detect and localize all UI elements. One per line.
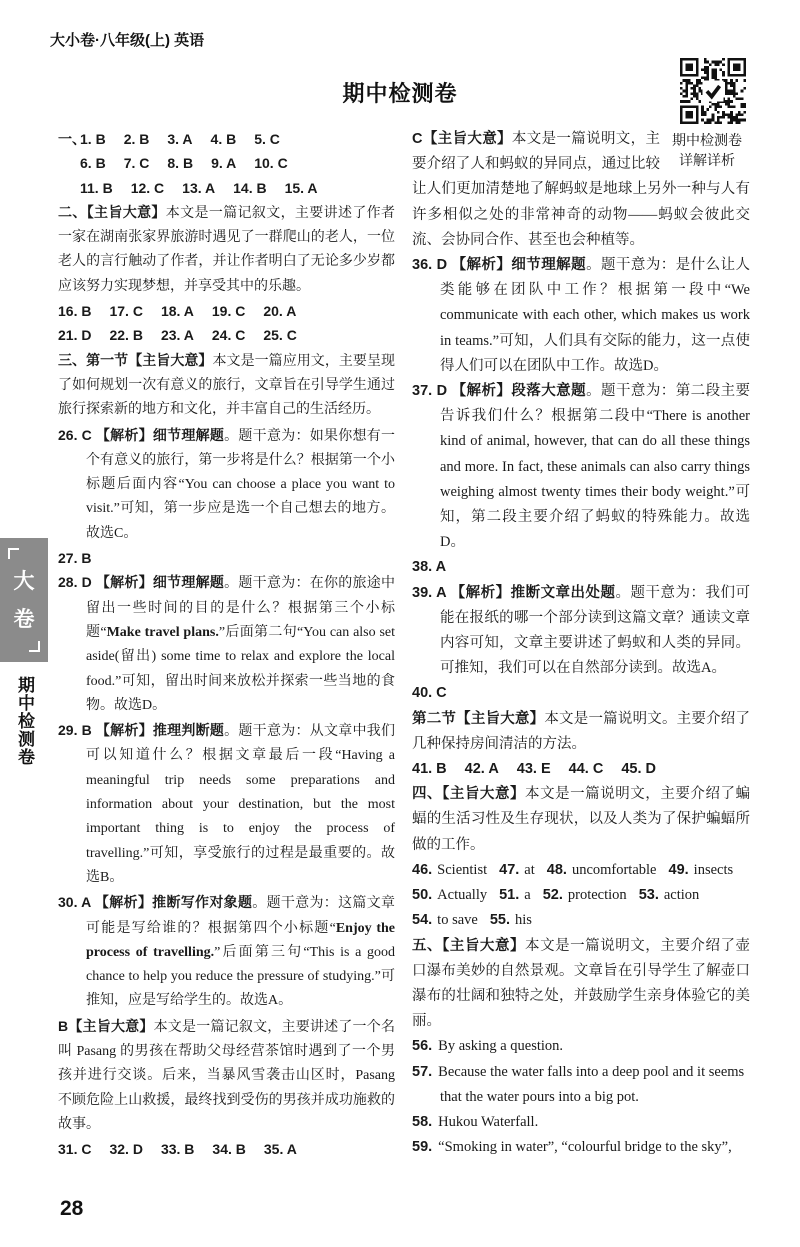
- answer-explanation: [412, 253, 750, 379]
- answer-label: C【主旨大意】: [412, 131, 512, 147]
- right-column: [412, 127, 750, 1160]
- answer-word: to save: [437, 912, 478, 929]
- choice-answer-row: [58, 546, 395, 570]
- choice-answers: [58, 546, 395, 570]
- choice-answer: 11. B: [80, 179, 113, 196]
- choice-answer: 38. A: [412, 559, 447, 576]
- fill-answer: [499, 883, 531, 908]
- question-number: 47.: [499, 861, 520, 878]
- short-answer: [412, 1135, 750, 1160]
- answer-word: action: [663, 887, 700, 904]
- choice-answer: 41. B: [412, 761, 447, 778]
- explanation-text: 。题干意为：这篇文章可能是写给谁的？根据第四个小标题“: [86, 896, 396, 936]
- choice-answer: 2. B: [123, 131, 150, 147]
- choice-answer-row: [58, 127, 395, 151]
- page-number: 28: [60, 1197, 84, 1220]
- choice-answer: 42. A: [464, 761, 499, 778]
- question-number: 57.: [412, 1063, 433, 1080]
- choice-answer: 15. A: [284, 179, 318, 196]
- answer-text: “Smoking in water”, “colourful bridge to the sky”,: [438, 1139, 732, 1156]
- answer-word: his: [515, 912, 532, 929]
- passage-summary: [58, 348, 395, 423]
- passage-summary: [412, 934, 750, 1035]
- question-number: 56.: [412, 1038, 433, 1055]
- choice-answer: 34. B: [212, 1141, 246, 1158]
- answer-word: protection: [567, 887, 627, 904]
- qr-caption: [664, 127, 750, 177]
- choice-answer-row: [58, 176, 395, 200]
- answer-label: 39. A 【解析】推断文章出处题: [412, 584, 616, 601]
- question-number: 48.: [546, 861, 567, 878]
- side-tab-label: 期中检测卷: [15, 676, 34, 766]
- choice-answer: 43. E: [516, 761, 551, 778]
- explanation-text: 。题干意为：我们可能在报纸的哪一个部分读到这篇文章？通读文章内容可知，文章主要讲述了蚂蚁和人类的异同。可推知，我们可以在自然部分读到。故选A。: [440, 584, 751, 677]
- fill-answer: [639, 883, 700, 908]
- answer-label: 26. C 【解析】细节理解题: [58, 426, 225, 443]
- choice-answer-row: [58, 323, 395, 347]
- choice-answer: 17. C: [109, 303, 143, 320]
- choice-answers: [58, 1137, 395, 1161]
- passage-summary: [412, 782, 750, 858]
- explanation-text: 本文是一篇记叙文，主要讲述了一个名叫 Pasang 的男孩在帮助父母经营茶馆时遇到了一个男孩并进行交谈。后来，当暴风雪袭击山区时，Pasang 不顾危险上山救援，最终找到受伤的男孩并成功施救的故事。: [58, 1019, 395, 1132]
- choice-answer: 31. C: [58, 1141, 92, 1158]
- answer-word: uncomfortable: [571, 861, 657, 878]
- choice-answer: 4. B: [210, 131, 237, 147]
- choice-answer: 16. B: [58, 303, 92, 320]
- fill-answer: [499, 858, 535, 883]
- choice-answer: 13. A: [182, 179, 216, 196]
- choice-answer: 9. A: [211, 155, 237, 172]
- question-number: 51.: [499, 887, 520, 904]
- fill-answer: [543, 883, 627, 908]
- fill-answer: [669, 858, 734, 883]
- fill-answer-row: [412, 908, 750, 933]
- qr-caption-line: 期中检测卷: [672, 132, 742, 148]
- choice-answers: [58, 299, 395, 348]
- answer-explanation: [58, 890, 395, 1013]
- explanation-text: 本文是一篇说明文，主要介绍了蝙蝠的生活习性及生存现状，以及人类为了保护蝙蝠所做的工作。: [412, 786, 751, 853]
- choice-answer: 22. B: [109, 327, 143, 344]
- question-number: 54.: [412, 912, 433, 929]
- passage-summary: [58, 200, 395, 299]
- fill-answer: [547, 858, 657, 883]
- section-label-indent: [58, 176, 80, 200]
- choice-answers: [412, 757, 750, 782]
- choice-answer: 32. D: [109, 1141, 143, 1158]
- choice-answer: 7. C: [123, 155, 150, 172]
- side-tab-char: 大: [13, 570, 35, 593]
- choice-answer: 40. C: [412, 685, 447, 702]
- answer-label: 四、【主旨大意】: [412, 786, 526, 803]
- side-tab: [0, 538, 48, 662]
- answer-word: insects: [693, 861, 734, 878]
- choice-answer: 45. D: [621, 761, 656, 778]
- choice-answer: 25. C: [263, 327, 297, 344]
- answer-label: 37. D 【解析】段落大意题: [412, 383, 587, 400]
- choice-answers: [412, 681, 750, 706]
- choice-answer: 14. B: [233, 179, 267, 196]
- emphasized-quote: Make travel plans.: [106, 624, 219, 640]
- explanation-text: 。题干意为：如果你想有一个有意义的旅行，第一步将是什么？根据第一个小标题后面内容“You can choose a place you want to visit.”可知，第一步应是选一个自己想去的地方。故选C。: [86, 428, 395, 541]
- corner-bracket-icon: [29, 641, 40, 652]
- fill-answer-row: [412, 883, 750, 908]
- fill-answer: [412, 908, 478, 933]
- short-answer: [412, 1060, 750, 1110]
- choice-answer: 35. A: [263, 1141, 297, 1158]
- section-label-indent: [58, 151, 80, 175]
- short-answer: [412, 1034, 750, 1059]
- answer-word: Scientist: [437, 861, 488, 878]
- question-number: 58.: [412, 1113, 433, 1130]
- passage-summary: [58, 1014, 395, 1137]
- choice-answer: 3. A: [167, 131, 193, 147]
- fill-answer: [412, 883, 487, 908]
- explanation-text: 本文是一篇说明文。主要介绍了几种保持房间清洁的方法。: [412, 710, 751, 752]
- explanation-text: 本文是一篇记叙文，主要讲述了作者一家在湖南张家界旅游时遇见了一群爬山的老人，一位老人的言行触动了作者，并让作者明白了无论多少岁都应该努力实现梦想，并享受其中的乐趣。: [58, 205, 396, 294]
- choice-answer: 8. B: [167, 155, 194, 172]
- choice-answer: 5. C: [254, 131, 280, 147]
- explanation-text: 。题干意为：是什么让人类能够在团队中工作？根据第一段中“We communicate with each other, which makes us work in teams.”可知，人们具有交际的能力，这一点使得人们可以在团队中工作。故选D。: [440, 257, 751, 374]
- qr-code: [680, 58, 746, 124]
- explanation-text: 。题干意为：从文章中我们可以知道什么？根据文章最后一段“Having a meaningful trip needs some preparations and information about your destination, but the most important thing is to enjoy the process of travelling.”可知，享受旅行的过程是最重要的。故选B。: [86, 724, 395, 885]
- explanation-text: 。题干意为：在你的旅途中留出一些时间的目的是什么？根据第三个小标题“: [86, 576, 395, 640]
- answer-label: 第二节【主旨大意】: [412, 710, 545, 727]
- choice-answer-row: [58, 151, 395, 175]
- section-label: 一、: [58, 131, 86, 147]
- left-column: [58, 127, 395, 1161]
- answer-label: 30. A 【解析】推断写作对象题: [58, 894, 253, 911]
- answer-label: 五、【主旨大意】: [412, 937, 526, 954]
- answer-text: Because the water falls into a deep pool and it seems that the water pours into a big pot.: [438, 1063, 745, 1105]
- choice-answers: [58, 127, 395, 200]
- choice-answer: 6. B: [80, 155, 106, 172]
- answer-word: at: [524, 861, 535, 878]
- question-number: 55.: [489, 912, 511, 929]
- choice-answer: 24. C: [211, 327, 246, 344]
- emphasized-quote: Enjoy the process of travelling.: [86, 920, 396, 960]
- explanation-text: 。题干意为：第二段主要告诉我们什么？根据第二段中“There is another kind of animal, however, that can do all these things and more. In fact, these animals can also carry things weighing almost twenty times their body weight.”可知，第二段主要介绍了蚂蚁的特殊能力。故选D。: [440, 383, 751, 551]
- question-number: 52.: [542, 887, 563, 904]
- choice-answer: 27. B: [58, 550, 92, 567]
- qr-caption-line: 详解详析: [679, 152, 735, 168]
- answer-text: By asking a question.: [438, 1038, 564, 1055]
- fill-answer: [412, 858, 487, 883]
- page-title: 期中检测卷: [342, 81, 458, 106]
- choice-answer: 23. A: [160, 327, 194, 344]
- choice-answer-row: [58, 1137, 395, 1161]
- qr-center: [702, 80, 723, 101]
- passage-summary: [412, 707, 750, 757]
- explanation-text: ”后面第二句“You can also set aside(留出) some time to relax and explore the local food.”可知，留出时间来放松并探索一些当地的食物。故选D。: [86, 624, 396, 713]
- answer-explanation: [58, 718, 395, 890]
- explanation-text: 本文是一篇说明文，主要介绍了人和蚂蚁的异同点，通过比较让人们更加清楚地了解蚂蚁是地球上另外一种与人有许多相似之处的非常神奇的动物——蚂蚁会彼此交流、会协同合作、甚至也会种植等。: [412, 131, 750, 248]
- question-number: 49.: [668, 861, 689, 878]
- choice-answer: 20. A: [263, 303, 297, 320]
- question-number: 53.: [638, 887, 659, 904]
- answer-word: a: [524, 887, 531, 904]
- side-tab-char: 卷: [13, 608, 35, 631]
- answer-text: Hukou Waterfall.: [438, 1113, 539, 1130]
- choice-answer-row: [412, 681, 750, 706]
- choice-answer: 10. C: [254, 155, 288, 172]
- book-title: 大小卷·八年级(上) 英语: [50, 32, 205, 49]
- choice-answer: 12. C: [130, 179, 165, 196]
- explanation-text: ”后面第三句“This is a good chance to help you reduce the pressure of studying.”可推知，应是写给学生的。故选A。: [86, 944, 396, 1009]
- answer-label: 29. B 【解析】推理判断题: [58, 722, 225, 739]
- explanation-text: 本文是一篇说明文，主要介绍了壶口瀑布美妙的自然景观。文章旨在引导学生了解壶口瀑布的壮阔和独特之处，并鼓励学生亲身体验它的美丽。: [412, 937, 751, 1030]
- short-answer: [412, 1110, 750, 1135]
- explanation-text: 本文是一篇应用文，主要呈现了如何规划一次有意义的旅行，文章旨在引导学生通过旅行探索新的地方和文化，并丰富自己的生活经历。: [58, 353, 396, 418]
- choice-answer: 19. C: [211, 303, 246, 320]
- choice-answers: [412, 555, 750, 580]
- answer-explanation: [412, 379, 750, 555]
- question-number: 50.: [412, 887, 433, 904]
- corner-bracket-icon: [8, 548, 19, 559]
- question-number: 59.: [412, 1139, 433, 1156]
- choice-answer-row: [58, 299, 395, 323]
- choice-answer-row: [412, 757, 750, 782]
- fill-answer: [490, 908, 532, 933]
- answer-label: 二、【主旨大意】: [58, 203, 166, 220]
- fill-answer-row: [412, 858, 750, 883]
- answer-explanation: [58, 570, 395, 718]
- choice-answer: 44. C: [568, 761, 604, 778]
- choice-answer: 18. A: [160, 303, 194, 320]
- answer-explanation: [412, 581, 750, 682]
- question-number: 46.: [412, 861, 433, 878]
- choice-answer-row: [412, 555, 750, 580]
- answer-word: Actually: [437, 887, 488, 904]
- choice-answer: 21. D: [58, 327, 92, 344]
- choice-answer: 1. B: [80, 131, 106, 147]
- answer-label: 28. D 【解析】细节理解题: [58, 574, 225, 591]
- answer-label: 三、第一节【主旨大意】: [58, 351, 213, 368]
- answer-label: B【主旨大意】: [58, 1017, 154, 1034]
- answer-explanation: [58, 423, 395, 546]
- choice-answer: 33. B: [160, 1141, 195, 1158]
- answer-label: 36. D 【解析】细节理解题: [412, 257, 587, 274]
